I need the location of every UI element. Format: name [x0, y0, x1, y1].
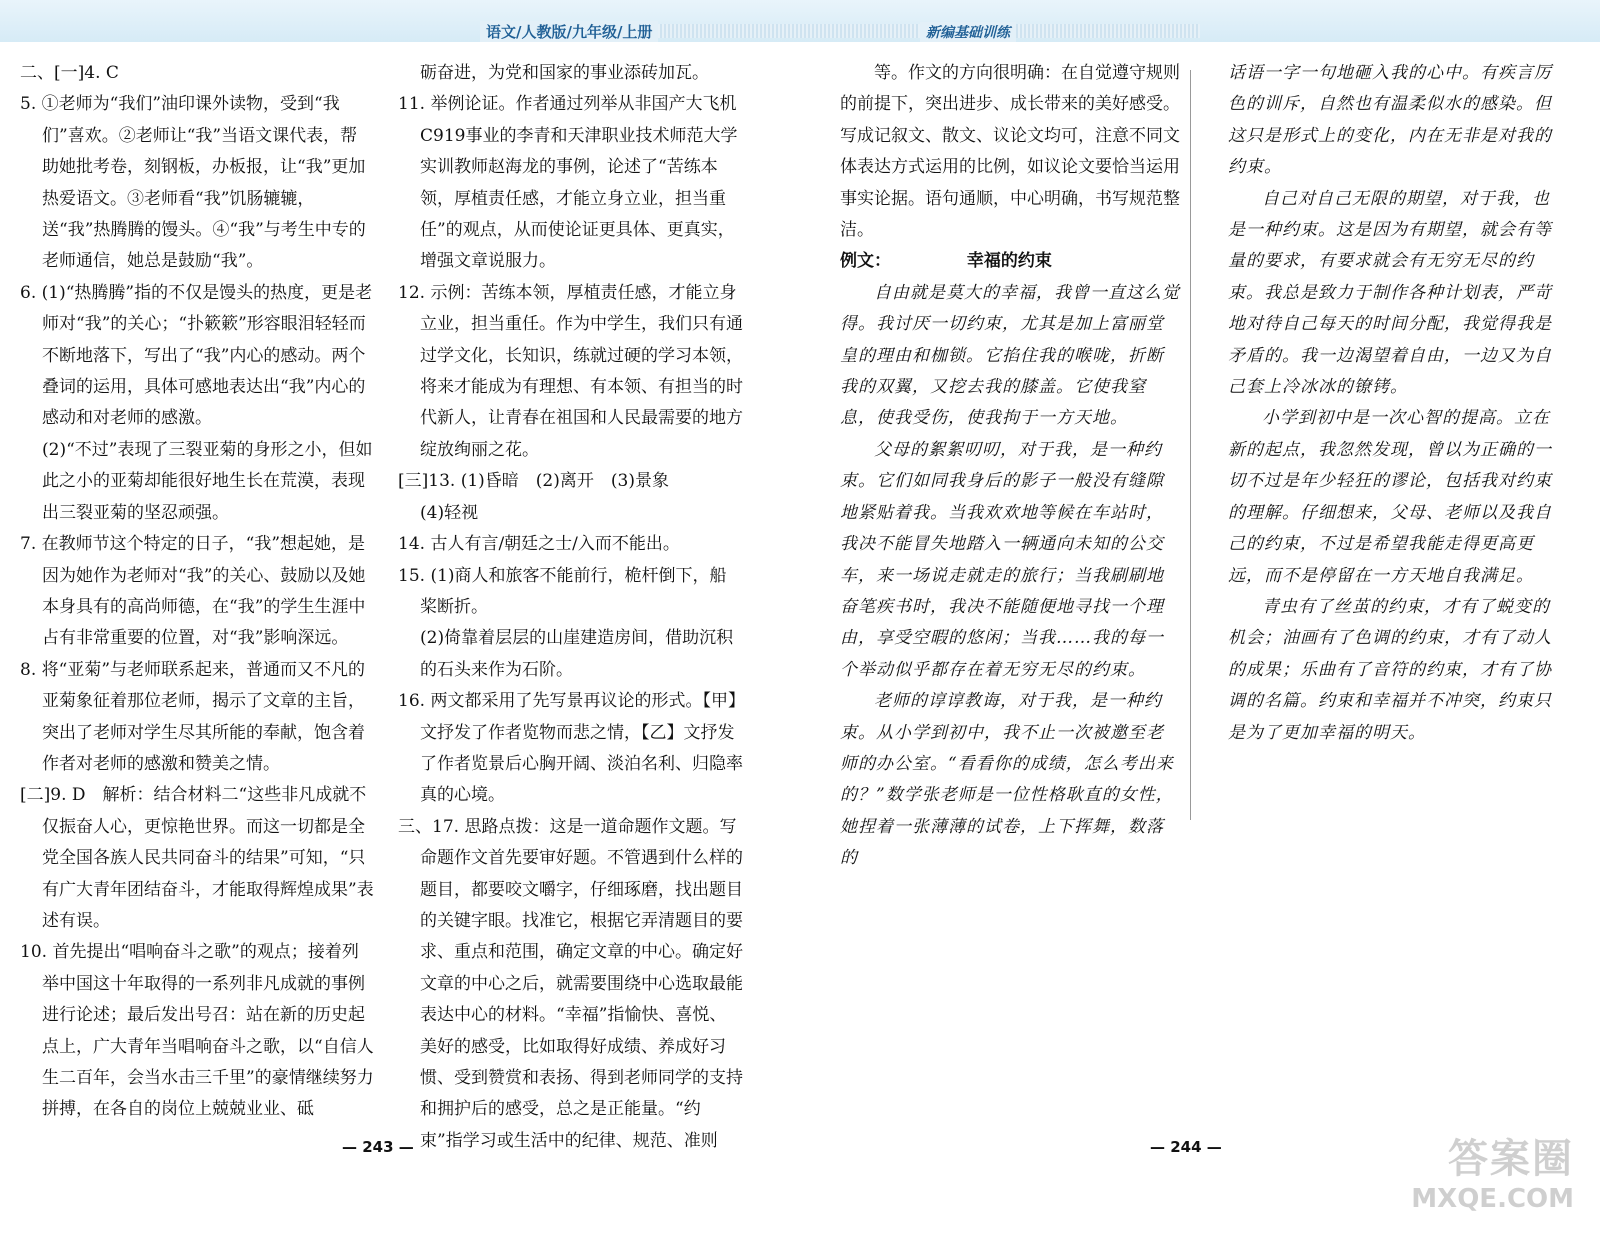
answer-10-continued: 砺奋进，为党和国家的事业添砖加瓦。 — [420, 63, 709, 83]
answer-16: 16. 两文都采用了先写景再议论的形式。【甲】文抒发了作者览物而悲之情，【乙】文抒发了作者览景后心胸开阔、淡泊名利、归隐率真的心境。 — [398, 691, 743, 806]
answer-12: 12. 示例：苦练本领，厚植责任感，才能立身立业，担当重任。作为中学生，我们只有通过学文化，长知识，练就过硬的学习本领，将来才能成为有理想、有本领、有担当的时代新人，让青春在祖国和人民最需要的地方绽放绚丽之花。 — [398, 282, 743, 460]
essay-paragraph-6: 青虫有了丝茧的约束，才有了蜕变的机会；油画有了色调的约束，才有了动人的成果；乐曲有了音符的约束，才有了协调的名篇。约束和幸福并不冲突，约束只是为了更加幸福的明天。 — [1228, 596, 1552, 743]
answer-13-4: (4)轻视 — [420, 502, 479, 523]
right-column-2 — [1228, 58, 1562, 749]
watermark-text: 答案圈 — [1448, 1136, 1574, 1182]
essay-label: 例文： — [840, 251, 891, 272]
answer-15-1: 15. (1)商人和旅客不能前行，桅杆倒下，船桨断折。 — [398, 565, 727, 617]
essay-paragraph-1: 自由就是莫大的幸福，我曾一直这么觉得。我讨厌一切约束，尤其是加上富丽堂皇的理由和枷锁。它掐住我的喉咙，折断我的双翼，又挖去我的膝盖。它使我窒息，使我受伤，使我拘于一方天地。 — [840, 282, 1180, 429]
answer-6-1: 6. (1)“热腾腾”指的不仅是馒头的热度，更是老师对“我”的关心；“扑簌簌”形容眼泪轻轻而不断地落下，写出了“我”内心的感动。两个叠词的运用，具体可感地表达出“我”内心的感动和对老师的感激。 — [20, 282, 373, 429]
answer-6-2: (2)“不过”表现了三裂亚菊的身形之小，但如此之小的亚菊却能很好地生长在荒漠，表现出三裂亚菊的坚忍顽强。 — [42, 439, 373, 523]
answer-5: 5. ①老师为“我们”油印课外读物，受到“我们”喜欢。②老师让“我”当语文课代表，帮助她批考卷，刻钢板，办板报，让“我”更加热爱语文。③老师看“我”饥肠辘辘，送“我”热腾腾的馒头。④“我”与考生中专的老师通信，她总是鼓励“我”。 — [20, 94, 366, 272]
answer-4: 二、[一]4. C — [20, 63, 119, 83]
answer-17-continued: 等。作文的方向很明确：在自觉遵守规则的前提下，突出进步、成长带来的美好感受。写成记叙文、散文、议论文均可，注意不同文体表达方式运用的比例，如议论文要恰当运用事实论据。语句通顺，中心明确，书写规范整洁。 — [840, 63, 1180, 241]
answer-11: 11. 举例论证。作者通过列举从非国产大飞机C919事业的李青和天津职业技术师范大学实训教师赵海龙的事例，论述了“苦练本领，厚植责任感，才能立身立业，担当重任”的观点，从而使论证更具体、更真实，增强文章说服力。 — [398, 94, 738, 272]
page-number-right: — 244 — — [1150, 1138, 1222, 1156]
watermark-url: MXQE.COM — [1411, 1184, 1574, 1214]
essay-title: 幸福的约束 — [966, 251, 1052, 272]
essay-paragraph-5: 小学到初中是一次心智的提高。立在新的起点，我忽然发现，曾以为正确的一切不过是年少轻狂的谬论，包括我对约束的理解。仔细想来，父母、老师以及我自己的约束，不过是希望我能走得更高更远，而不是停留在一方天地自我满足。 — [1228, 408, 1552, 586]
column-divider — [1190, 70, 1191, 820]
right-column-1 — [840, 58, 1180, 875]
watermark-logo — [1411, 1127, 1574, 1214]
essay-paragraph-4: 自己对自己无限的期望，对于我，也是一种约束。这是因为有期望，就会有等量的要求，有要求就会有无穷无尽的约束。我总是致力于制作各种计划表，严苛地对待自己每天的时间分配，我觉得我是矛盾的。我一边渴望着自由，一边又为自己套上冷冰冰的镣铐。 — [1228, 188, 1552, 398]
left-column-1 — [20, 58, 374, 1126]
answer-8: 8. 将“亚菊”与老师联系起来，普通而又不凡的亚菊象征着那位老师，揭示了文章的主旨，突出了老师对学生尽其所能的奉献，饱含着作者对老师的感激和赞美之情。 — [20, 659, 366, 774]
answer-13: [三]13. (1)昏暗 (2)离开 (3)景象 — [398, 471, 669, 492]
essay-paragraph-2: 父母的絮絮叨叨，对于我，是一种约束。它们如同我身后的影子一般没有缝隙地紧贴着我。当我欢欢地等候在车站时，我决不能冒失地踏入一辆通向未知的公交车，来一场说走就走的旅行；当我刷刷地奋笔疾书时，我决不能随便地寻找一个理由，享受空暇的悠闲；当我……我的每一个举动似乎都存在着无穷无尽的约束。 — [840, 439, 1164, 680]
page-number-left: — 243 — — [342, 1138, 414, 1156]
answer-7: 7. 在教师节这个特定的日子，“我”想起她，是因为她作为老师对“我”的关心、鼓励以及她本身具有的高尚师德，在“我”的学生生涯中占有非常重要的位置，对“我”影响深远。 — [20, 534, 366, 649]
answer-10: 10. 首先提出“唱响奋斗之歌”的观点；接着列举中国这十年取得的一系列非凡成就的事例进行论述；最后发出号召：站在新的历史起点上，广大青年当唱响奋斗之歌，以“自信人生二百年，会当水击三千里”的豪情继续努力拼搏，在各自的岗位上兢兢业业、砥 — [20, 942, 374, 1120]
header-title: 语文/人教版/九年级/上册 — [480, 21, 658, 42]
essay-title-row — [840, 246, 1180, 277]
essay-paragraph-3-continued: 话语一字一句地砸入我的心中。有疾言厉色的训斥，自然也有温柔似水的感染。但这只是形式上的变化，内在无非是对我的约束。 — [1228, 63, 1552, 178]
answer-14: 14. 古人有言/朝廷之士/入而不能出。 — [398, 534, 680, 555]
answer-9: [二]9. D 解析：结合材料二“这些非凡成就不仅振奋人心，更惊艳世界。而这一切都是全党全国各族人民共同奋斗的结果”可知，“只有广大青年团结奋斗，才能取得辉煌成果”表述有误。 — [20, 785, 374, 931]
left-column-2 — [398, 58, 743, 1157]
answer-17: 三、17. 思路点拨：这是一道命题作文题。写命题作文首先要审好题。不管遇到什么样的题目，都要咬文嚼字，仔细琢磨，找出题目的关键字眼。找准它，根据它弄清题目的要求、重点和范围，确定文章的中心。确定好文章的中心之后，就需要围绕中心选取最能表达中心的材料。“幸福”指愉快、喜悦、美好的感受，比如取得好成绩、养成好习惯、受到赞赏和表扬、得到老师同学的支持和拥护后的感受，总之是正能量。“约束”指学习或生活中的纪律、规范、准则 — [398, 816, 743, 1151]
header-series: 新编基础训练 — [920, 22, 1016, 42]
page-header — [0, 0, 1600, 42]
answer-15-2: (2)倚靠着层层的山崖建造房间，借助沉积的石头来作为石阶。 — [420, 628, 734, 680]
essay-paragraph-3: 老师的谆谆教诲，对于我，是一种约束。从小学到初中，我不止一次被邀至老师的办公室。“看看你的成绩，怎么考出来的？”数学张老师是一位性格耿直的女性，她捏着一张薄薄的试卷，上下挥舞，数落的 — [840, 691, 1174, 869]
